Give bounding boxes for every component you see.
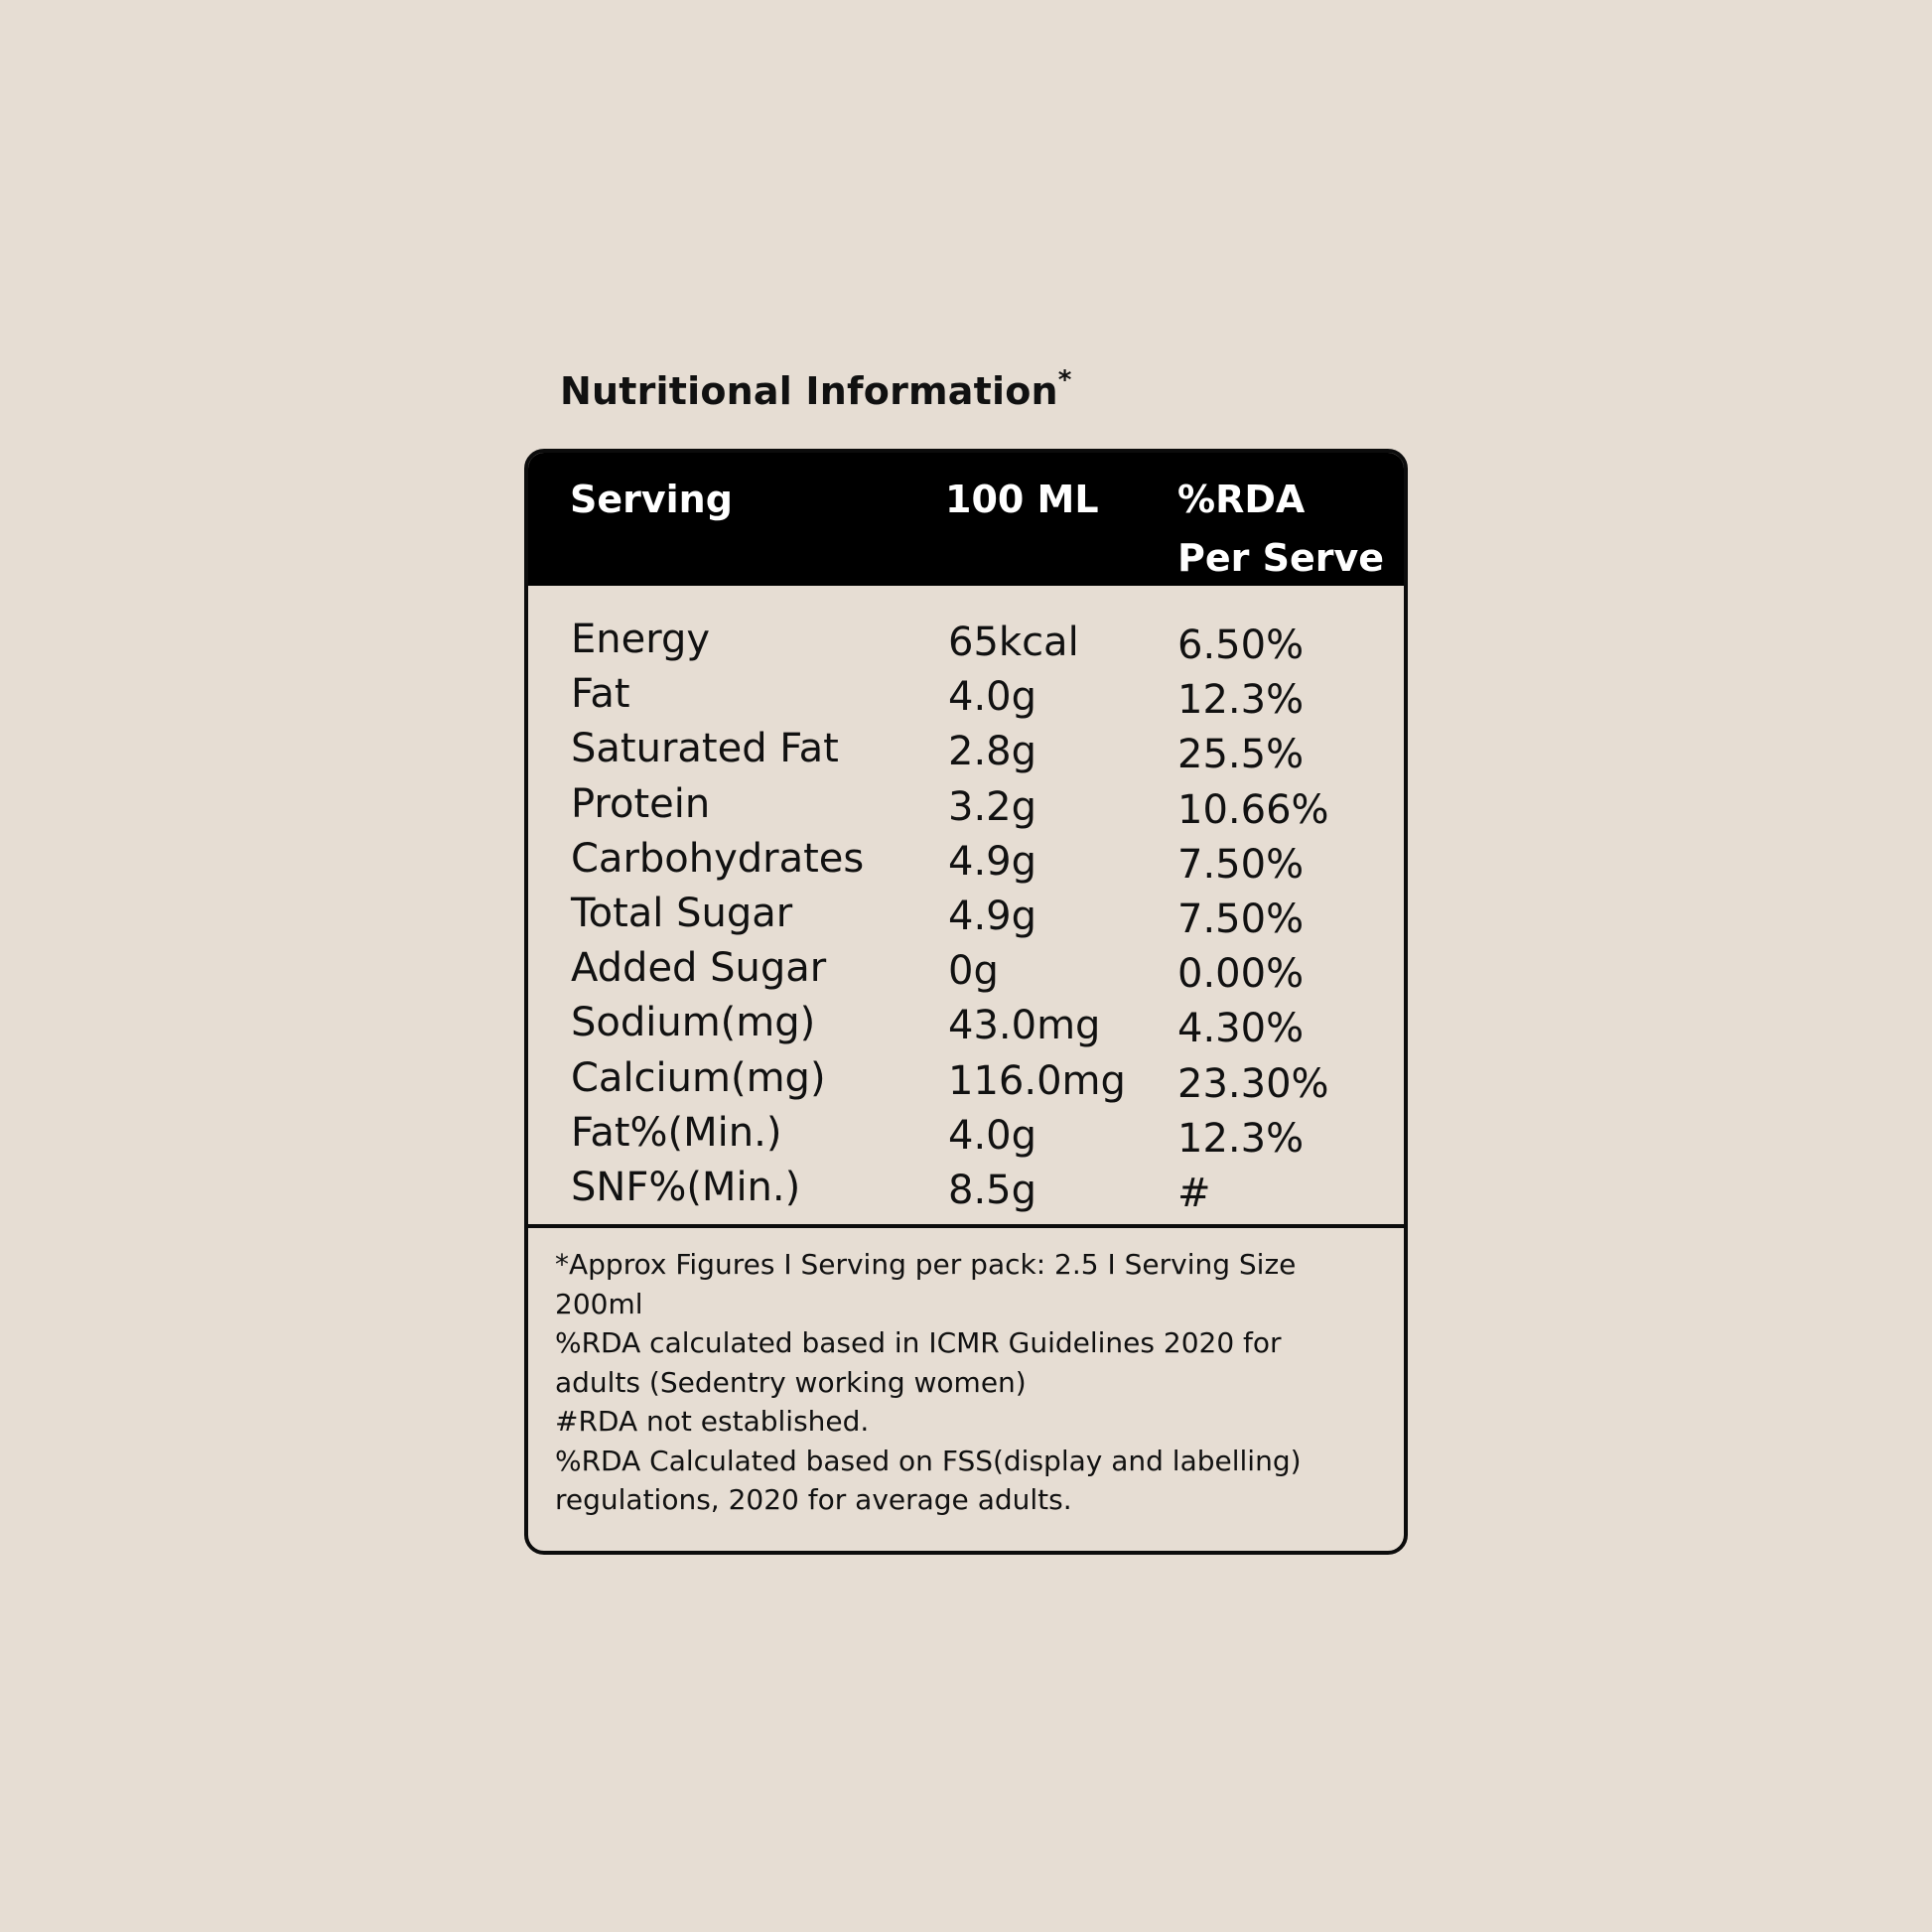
nutrient-name: SNF%(Min.) xyxy=(571,1164,801,1210)
nutrient-rda: 25.5% xyxy=(1177,732,1305,778)
nutrient-rda: 7.50% xyxy=(1177,896,1305,942)
nutrient-name: Energy xyxy=(571,617,711,662)
nutrient-amount: 65kcal xyxy=(948,620,1079,665)
nutrient-rda: 10.66% xyxy=(1177,786,1329,833)
table-row xyxy=(528,835,1404,890)
nutrient-amount: 3.2g xyxy=(948,783,1037,830)
nutrient-rda: 6.50% xyxy=(1177,622,1305,668)
table-row xyxy=(528,1164,1404,1218)
header-rda-line2: Per Serve xyxy=(1177,536,1385,580)
footnote-line: 200ml xyxy=(555,1287,643,1320)
nutrient-amount: 116.0mg xyxy=(948,1057,1126,1104)
nutrient-name: Saturated Fat xyxy=(571,726,839,772)
header-rda-line1: %RDA xyxy=(1177,478,1306,521)
table-row xyxy=(528,725,1404,779)
table-row xyxy=(528,890,1404,944)
nutrient-rda: 4.30% xyxy=(1177,1006,1305,1052)
nutrient-name: Protein xyxy=(571,780,711,827)
title-footnote-marker: * xyxy=(1057,365,1072,395)
nutrient-amount: 8.5g xyxy=(948,1167,1037,1213)
nutrient-rda: # xyxy=(1177,1170,1211,1216)
table-row xyxy=(528,670,1404,725)
page-title xyxy=(560,365,1072,413)
table-row xyxy=(528,999,1404,1053)
nutrient-rda: 12.3% xyxy=(1177,1115,1305,1162)
table-row xyxy=(528,780,1404,835)
nutrient-amount: 0g xyxy=(948,948,999,995)
nutrient-name: Carbohydrates xyxy=(571,835,865,882)
header-serving: Serving xyxy=(570,478,733,521)
nutrition-table xyxy=(524,449,1408,1555)
nutrient-rda: 0.00% xyxy=(1177,951,1305,998)
nutrient-rda: 23.30% xyxy=(1177,1060,1329,1107)
table-row xyxy=(528,1054,1404,1109)
nutrient-amount: 2.8g xyxy=(948,729,1037,775)
footnote-line: adults (Sedentry working women) xyxy=(555,1365,1027,1399)
footnote-line: %RDA Calculated based on FSS(display and labelling) xyxy=(555,1444,1302,1477)
table-row xyxy=(528,1109,1404,1164)
table-body xyxy=(528,616,1404,1218)
table-header xyxy=(528,453,1404,586)
footnote-line: *Approx Figures I Serving per pack: 2.5 I Serving Size xyxy=(555,1248,1297,1281)
nutrient-name: Sodium(mg) xyxy=(571,1000,816,1046)
nutrient-amount: 4.0g xyxy=(948,1112,1037,1159)
nutrient-rda: 7.50% xyxy=(1177,841,1305,888)
footnote-line: %RDA calculated based in ICMR Guidelines 2020 for xyxy=(555,1326,1282,1359)
header-100ml: 100 ML xyxy=(945,478,1099,521)
table-row xyxy=(528,944,1404,999)
nutrient-amount: 43.0mg xyxy=(948,1003,1101,1049)
table-divider xyxy=(528,1224,1404,1228)
nutrient-name: Fat xyxy=(571,671,630,718)
footnote-line: #RDA not established. xyxy=(555,1405,870,1438)
footnote-line: regulations, 2020 for average adults. xyxy=(555,1483,1072,1516)
footnotes xyxy=(555,1245,1349,1520)
nutrient-amount: 4.0g xyxy=(948,674,1037,721)
nutrient-name: Calcium(mg) xyxy=(571,1054,826,1101)
nutrient-amount: 4.9g xyxy=(948,893,1037,939)
nutrient-name: Added Sugar xyxy=(571,945,827,992)
nutrient-rda: 12.3% xyxy=(1177,677,1305,724)
title-text: Nutritional Information xyxy=(560,369,1058,413)
nutrient-name: Total Sugar xyxy=(571,890,793,936)
table-row xyxy=(528,616,1404,670)
header-rda xyxy=(1177,471,1384,588)
nutrient-name: Fat%(Min.) xyxy=(571,1109,782,1156)
nutrient-amount: 4.9g xyxy=(948,838,1037,885)
